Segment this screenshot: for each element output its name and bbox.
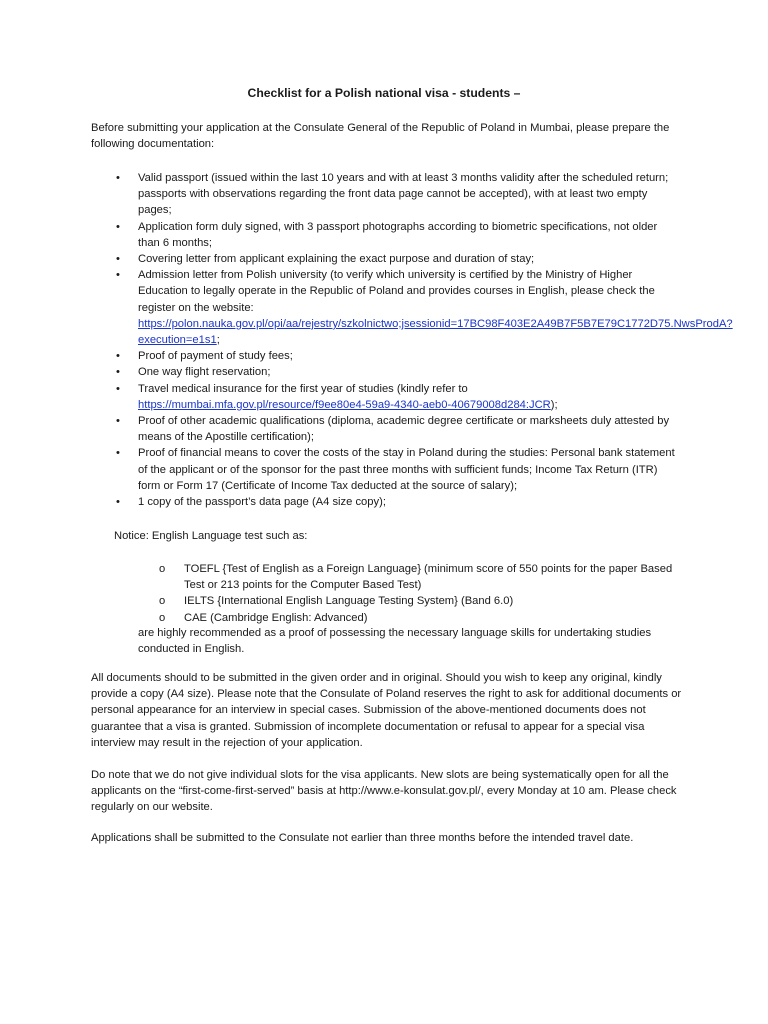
bullet-marker: •	[116, 447, 120, 460]
sub-item-toefl	[0, 561, 674, 593]
page-title: Checklist for a Polish national visa - students –	[247, 86, 521, 100]
intro-paragraph: Before submitting your application at the Consulate General of the Republic of Poland in Mumbai, please prepare the following documentation:	[91, 122, 670, 151]
notice-conclusion: are highly recommended as a proof of possessing the necessary language skills for undertaking studies conducted in English.	[138, 627, 652, 656]
sub-item-ielts	[0, 593, 674, 609]
polon-register-link[interactable]: https://polon.nauka.gov.pl/opi/aa/rejestry/szkolnictwo;jsessionid=17BC98F403E2A49B7F5B7E79C1772D75.NwsProdA?execution=e1s1	[138, 317, 733, 347]
list-item-text: Application form duly signed, with 3 passport photographs according to biometric specifications, not older than 6 months;	[138, 220, 658, 249]
bullet-marker: •	[116, 366, 120, 379]
bullet-marker: •	[116, 350, 120, 363]
list-item-flight	[0, 364, 678, 380]
list-item-admission-letter	[0, 267, 733, 348]
bullet-marker: •	[116, 415, 120, 428]
sub-item-text: TOEFL {Test of English as a Foreign Language} (minimum score of 550 points for the paper Based Test or 213 points for the Computer Based Test)	[184, 563, 673, 592]
list-item-text: Covering letter from applicant explaining the exact purpose and duration of stay;	[138, 253, 535, 266]
list-item-text: Proof of other academic qualifications (diploma, academic degree certificate or marksheets duly attested by means of the Apostille certification);	[138, 415, 670, 444]
list-item-text: Proof of financial means to cover the costs of the stay in Poland during the studies: Personal bank statement of the applicant or of the sponsor for the past three months with sufficient funds; Income Tax Return (ITR) form or Form 17 (Certificate of Income Tax deducted at the source of salary);	[138, 447, 675, 492]
list-item-text: Travel medical insurance for the first year of studies (kindly refer to	[138, 382, 468, 395]
timing-paragraph: Applications shall be submitted to the Consulate not earlier than three months before the intended travel date.	[91, 832, 634, 844]
slots-paragraph: Do note that we do not give individual slots for the visa applicants. New slots are being systematically open for all the applicants on the “first-come-first-served” basis at http://www.e-konsulat.gov.pl/, every Monday at 10 am. Please check regularly on our website.	[91, 769, 677, 814]
list-item-covering-letter	[0, 251, 678, 267]
sub-bullet-marker: o	[159, 595, 166, 608]
bullet-marker: •	[116, 253, 120, 266]
documents-paragraph: All documents should to be submitted in the given order and in original. Should you wish to keep any original, kindly provide a copy (A4 size). Please note that the Consulate of Poland reserves the right to ask for additional documents or personal appearance for an interview in special cases. Submission of the above-mentioned documents does not guarantee that a visa is granted. Submission of incomplete documentation or refusal to appear for a special visa interview may result in the rejection of your application.	[91, 672, 682, 749]
sub-bullet-marker: o	[159, 563, 166, 575]
list-item-passport	[0, 170, 678, 219]
sub-item-text: CAE (Cambridge English: Advanced)	[184, 611, 368, 624]
list-item-insurance	[0, 381, 678, 413]
list-item-academic	[0, 413, 678, 445]
bullet-marker: •	[116, 172, 120, 184]
list-item-text: Proof of payment of study fees;	[138, 350, 293, 363]
checklist	[0, 170, 768, 510]
bullet-marker: •	[116, 382, 120, 395]
list-item-text: One way flight reservation;	[138, 366, 271, 379]
bullet-marker: •	[116, 269, 120, 282]
list-item-text-tail: ;	[216, 334, 220, 347]
bullet-marker: •	[116, 496, 120, 509]
list-item-text: Valid passport (issued within the last 10 years and with at least 3 months validity after the scheduled return; passports with observations regarding the front data page cannot be accepted), with at least two empty pages;	[138, 172, 669, 217]
insurance-info-link[interactable]: https://mumbai.mfa.gov.pl/resource/f9ee80e4-59a9-4340-aeb0-40679008d284:JCR	[138, 398, 551, 411]
list-item-text-tail: );	[550, 398, 558, 411]
list-item-text: 1 copy of the passport’s data page (A4 size copy);	[138, 496, 386, 509]
list-item-financial	[0, 445, 678, 494]
list-item-text: Admission letter from Polish university (to verify which university is certified by the Ministry of Higher Education to legally operate in the Republic of Poland and provides courses in English, please check the register on the website:	[138, 269, 655, 314]
list-item-application-form	[0, 219, 678, 251]
bullet-marker: •	[116, 220, 120, 233]
list-item-passport-copy	[0, 494, 678, 510]
notice-label: Notice: English Language test such as:	[114, 530, 308, 542]
list-item-study-fees	[0, 348, 678, 364]
sub-item-cae	[0, 610, 674, 626]
sub-bullet-marker: o	[159, 611, 166, 624]
language-tests-list	[0, 561, 768, 626]
sub-item-text: IELTS {International English Language Testing System} (Band 6.0)	[184, 595, 514, 608]
